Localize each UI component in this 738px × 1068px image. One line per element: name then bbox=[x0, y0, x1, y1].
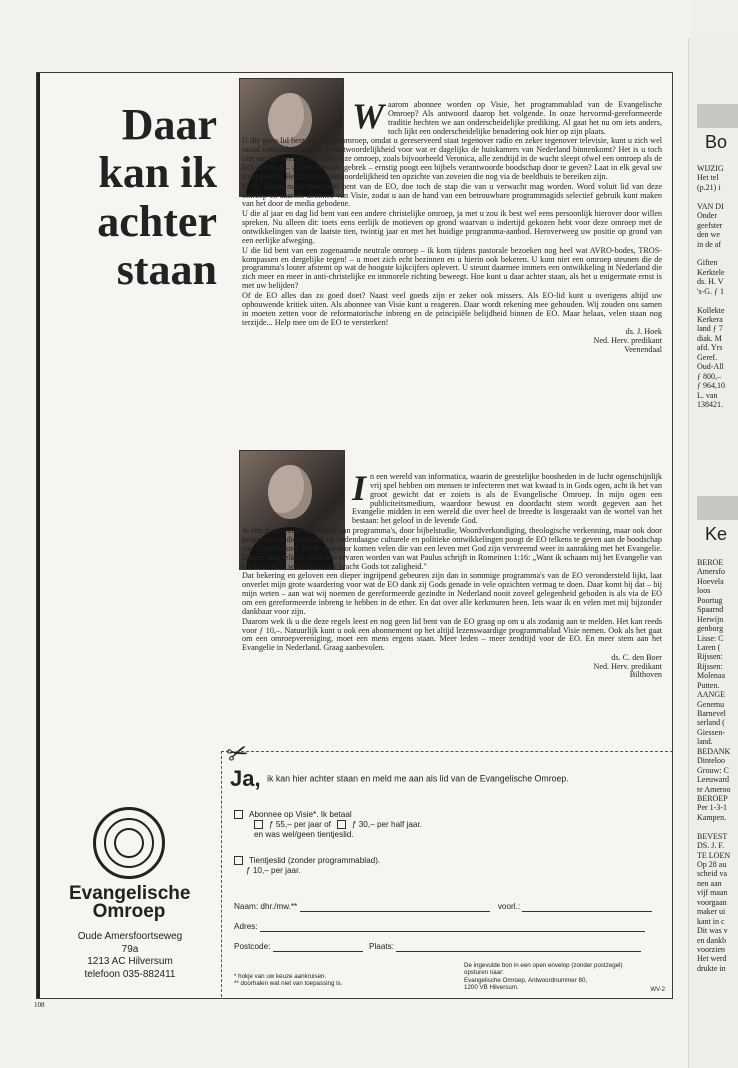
postcode-field[interactable] bbox=[273, 951, 363, 952]
yearly-checkbox[interactable] bbox=[254, 820, 263, 829]
headline-line-4: staan bbox=[116, 245, 217, 295]
article1-paragraph-5: U die lid bent van een zogenaamde neutrale omroep – ik kom tijdens pastorale bezoeken nog heel wat AVRO-bodes, TROS-kompassen en dergelijke tegen! – u moet zich echt bezinnen en u hierin ook bekeren. U kunt niet een omroep steunen die de programma's louter afstemt op wat de hoogste kijkcijfers oplevert. U steunt daarmee immers een ontwikkeling in Nederland die zich meer en meer in anti-christelijke en immorele richting beweegt. Hoe kunt u daar achter staan, als het u enigermate ernst is met uw belijden? bbox=[242, 245, 662, 291]
signature-hoek-name: ds. J. Hoek bbox=[625, 327, 662, 337]
logo-line-2: Omroep bbox=[92, 901, 166, 923]
left-border-band bbox=[37, 73, 40, 998]
logo-line-1: Evangelische bbox=[69, 883, 191, 904]
article2-paragraph-2: In een grote verscheidenheid aan programma's, door bijbelstudie, Woordverkondiging, theologische verkenning, maar ook door programma's die inhaken op hedendaagse culturele en politieke ontwikkelingen poogt de EO telkens te geven aan de boodschap van Gods Woord. Mede daardoor komen velen die van een leven met God zijn vervreemd weer in aanraking met het Evangelie. Daarin mag telkens weer iets ervaren worden van wat Paulus schrijft in Romeinen 1:16: „Want ik schaam mij het Evangelie van Christus niet; want het is een kracht Gods tot zaligheid." bbox=[242, 526, 662, 571]
signature-den-boer-place: Bilthoven bbox=[629, 670, 662, 680]
article1-paragraph-6: Of de EO alles dan zo goed doet? Naast veel goeds zijn er zeker ook missers. Als EO-lid kunt u overigens altijd uw ophouwende kritiek uiten. Als abonnee van Visie kunt u reageren. Daar wordt rekening mee gehouden. Wij zouden ons samen in moeten zetten voor de reformatorische inbreng en de principiële belijdheid binnen de EO. Maar helaas, velen staan nog terzijde... Help mee om de EO te versterken! bbox=[242, 291, 662, 327]
signature-hoek-role: Ned. Herv. predikant bbox=[593, 336, 662, 346]
option-visie-row bbox=[234, 810, 422, 840]
address-line-1: Oude Amersfoortseweg 79a bbox=[77, 931, 183, 955]
voorl-field[interactable] bbox=[522, 911, 652, 912]
right-top-block bbox=[697, 104, 738, 128]
tientjeslid-checkbox[interactable] bbox=[234, 856, 243, 865]
mailing-instructions bbox=[464, 962, 654, 992]
right-middle-block bbox=[697, 496, 738, 520]
yearly-option-label: ƒ 55,– per jaar of bbox=[269, 819, 331, 829]
page-number: 108 bbox=[34, 1001, 45, 1009]
article1-paragraph-1: aarom abonnee worden op Visie, het programmablad van de Evangelische Omroep? Als antwoord daarop het volgende. In onze hervormd-gereformeerde traditie hechten we aan onderscheidelijke prediking. Al gaat het nu om iets anders, toch lijkt een onderscheidelijke benadering ook hier op zijn plaats. bbox=[388, 100, 662, 136]
instruction-line-4: 1200 VB Hilversum. bbox=[464, 984, 519, 992]
signature-hoek-place: Veenendaal bbox=[624, 344, 662, 354]
tientjeslid-note: en was wel/geen tientjeslid. bbox=[254, 829, 354, 839]
tientjeslid-title: Tientjeslid (zonder programmablad). bbox=[249, 856, 381, 865]
adres-row bbox=[234, 922, 645, 932]
article2-paragraph-3: Dat bekering en geloven een dieper ingrijpend gebeuren zijn dan in sommige programma's van de EO verondersteld lijkt, laat onverlet mijn grote waardering voor wat de EO dank zij Gods genade in vele opzichten vermag te doen. Daar komt bij dat – bij mijn weten – aan wat wij noemen de gereformeerde gezindte in Nederland nooit zoveel gelegenheid geboden is als via de EO om een gereformeerde inbreng te hebben in de ether. En dat over alle kerkmuren heen. Iets waar ik en velen met mij bijzonder dankbaar voor zijn. bbox=[242, 571, 662, 616]
signature-den-boer-name: ds. C. den Boer bbox=[611, 653, 662, 663]
membership-coupon bbox=[221, 751, 673, 997]
tientjeslid-price: ƒ 10,– per jaar. bbox=[246, 865, 301, 875]
right-page-edge bbox=[688, 38, 738, 1068]
headline-line-2: kan ik bbox=[98, 148, 217, 198]
half-year-option-label: ƒ 30,– per half jaar. bbox=[351, 819, 423, 829]
dropcap-w: W bbox=[352, 96, 385, 136]
headline bbox=[67, 101, 217, 295]
article2-paragraph-4: Daarom wek ik u die deze regels leest en nog geen lid bent van de EO graag op om u als zodanig aan te melden. Het kan reeds voor ƒ 10,–. Natuurlijk kunt u ook een abonnement op het altijd lezenswaardige programmablad Visie nemen. Ook als het gaat om een omroepvereniging, moet een mens ergens staan. Meer leden – meer zendtijd voor de EO. En meer stem aan het Evangelie in Nederland. Graag aanbevolen. bbox=[242, 616, 662, 653]
plaats-label: Plaats: bbox=[368, 942, 395, 951]
eo-address bbox=[71, 931, 189, 981]
address-line-3: telefoon 035-882411 bbox=[84, 968, 176, 980]
coupon-heading-text: ik kan hier achter staan en meld me aan als lid van de Evangelische Omroep. bbox=[267, 773, 569, 784]
instruction-line-3: Evangelische Omroep, Antwoordnummer 80, bbox=[464, 976, 588, 984]
eo-advertisement bbox=[36, 72, 673, 999]
coupon-ja: Ja, bbox=[230, 766, 261, 791]
signature-hoek bbox=[242, 328, 662, 354]
visie-option-title: Abonnee op Visie*. Ik betaal bbox=[249, 810, 352, 819]
adres-label: Adres: bbox=[234, 922, 258, 931]
coupon-code: WV-2 bbox=[650, 987, 665, 993]
right-title-2: Ke bbox=[705, 524, 728, 544]
visie-checkbox[interactable] bbox=[234, 810, 243, 819]
article2-paragraph-1: n een wereld van informatica, waarin de geestelijke boosheden in de lucht ogenschijnlijk vrij spel hebben om mensen te infecteren met wat kwaad is in Gods ogen, acht ik het van groot gewicht dat er zoiets is als de Evangelische Omroep. In mijn ogen een publiciteitsmedium, waardoor bewust en doordacht stem wordt gegeven aan het Evangelie midden in een wereld die over heel de breedte is losgeraakt van de wortel van het bestaan: het geloof in de levende God. bbox=[352, 472, 662, 526]
signature-den-boer-role: Ned. Herv. predikant bbox=[593, 661, 662, 671]
instruction-line-1: De ingevulde bon in een open envelop (zonder postzegel) bbox=[464, 962, 623, 969]
article-den-boer bbox=[242, 468, 662, 760]
right-title-1: Bo bbox=[705, 132, 728, 152]
footnote-2: ** doorhalen wat niet van toepassing is. bbox=[234, 980, 343, 988]
signature-den-boer bbox=[242, 654, 662, 680]
half-year-checkbox[interactable] bbox=[337, 820, 346, 829]
postcode-label: Postcode: bbox=[234, 942, 271, 951]
eo-logo bbox=[69, 807, 189, 921]
right-text-1: WIJZIG Het tel (p.21) i VAN DI Onder geefster den we in de af Giften Kerktele ds. H. V 's-G. ƒ 1 Kollekte Kerkera land ƒ 7 diak. M afd. Yrs Geref. Oud-All ƒ 800,– ƒ 964,10 L. van 138421. bbox=[697, 164, 725, 409]
footnote-1: * hokje van uw keuze aankruisen. bbox=[234, 973, 327, 980]
headline-line-1: Daar bbox=[121, 100, 217, 149]
option-tientjeslid-row bbox=[234, 856, 380, 876]
plaats-field[interactable] bbox=[396, 951, 641, 952]
dropcap-i: I bbox=[352, 468, 367, 508]
article-hoek bbox=[242, 96, 662, 456]
voorl-label: voorl.: bbox=[497, 902, 521, 911]
right-text-2: BEROE Amersfo Hoevela loos Poortug Spaarnd Herwijn genborg Lisse: C Laren ( Rijssen: Rijssen: Molenaa Putten. AANGE Genemu Barnevel serland ( Giessen- land. BEDANK Dinteloo Grouw: C Leeuward te Ameroo BEROEP Per 1-3-1 Kampen. BEVEST DS. J. F. TE LOEN Op 28 au scheid va nen aan vijf maan voorgaan maker ui kant in c Dit was v en dankb voorzien Het werd drukte in bbox=[697, 558, 731, 973]
coupon-heading bbox=[230, 766, 569, 792]
instruction-line-2: opsturen naar: bbox=[464, 969, 504, 977]
address-line-2: 1213 AC Hilversum bbox=[87, 956, 173, 967]
name-field[interactable] bbox=[300, 911, 490, 912]
postcode-row bbox=[234, 942, 641, 952]
eo-logo-icon bbox=[93, 807, 165, 879]
article1-paragraph-2: U die geen lid bent van enige omroep, omdat u gereserveerd staat tegenover radio en zeker tegenover televisie, kunt u zich wel totaal onttrekken aan de verantwoordelijkheid voor wat er dagelijks de huiskamers van Nederland binnenkomt? Het is u toch niet om het even of een normloze omroep, zoals bijvoorbeeld Veronica, alle zendtijd in de wacht sleept ofwel een omroep als de EO, die toch – zij het met alle gebrek – ernstig poogt een bijbels verantwoorde boodschap door te geven? Laat in elk geval uw stem gelden. Besef uw verantwoordelijkheid ten opzichte van zoveien die nog via de beeldbuis te bereiken zijn. bbox=[242, 136, 662, 181]
scissors-icon: ✂ bbox=[222, 736, 253, 771]
name-row bbox=[234, 902, 652, 912]
headline-line-3: achter bbox=[97, 196, 217, 246]
coupon-footnotes bbox=[234, 973, 342, 988]
adres-field[interactable] bbox=[260, 931, 645, 932]
article1-paragraph-4: U die al jaar en dag lid bent van een andere christelijke omroep, ja met u zou ik best wel eens persoonlijk hierover door willen spreken. Nu alleen dit: toets eens eerlijk de motieven op grond waarvan u indertijd gekozen hebt voor deze omroep met de ontwikkelingen van de laatste tien, twintig jaar en met het huidige programma-aanbod. Heroverweeg uw positie op grond van een eerlijke afweging. bbox=[242, 209, 662, 245]
name-label: Naam: dhr./mw.** bbox=[234, 902, 298, 911]
article1-paragraph-3: U die alleen maar tientjeslid bent van de EO, doe toch de stap die van u verwacht mag worden. Word voluit lid van deze omroep en daarom abonnee van Visie, zodat u aan de hand van een betrouwbare programmagids selectief gebruik kunt maken van het door de media gebodene. bbox=[242, 181, 662, 209]
